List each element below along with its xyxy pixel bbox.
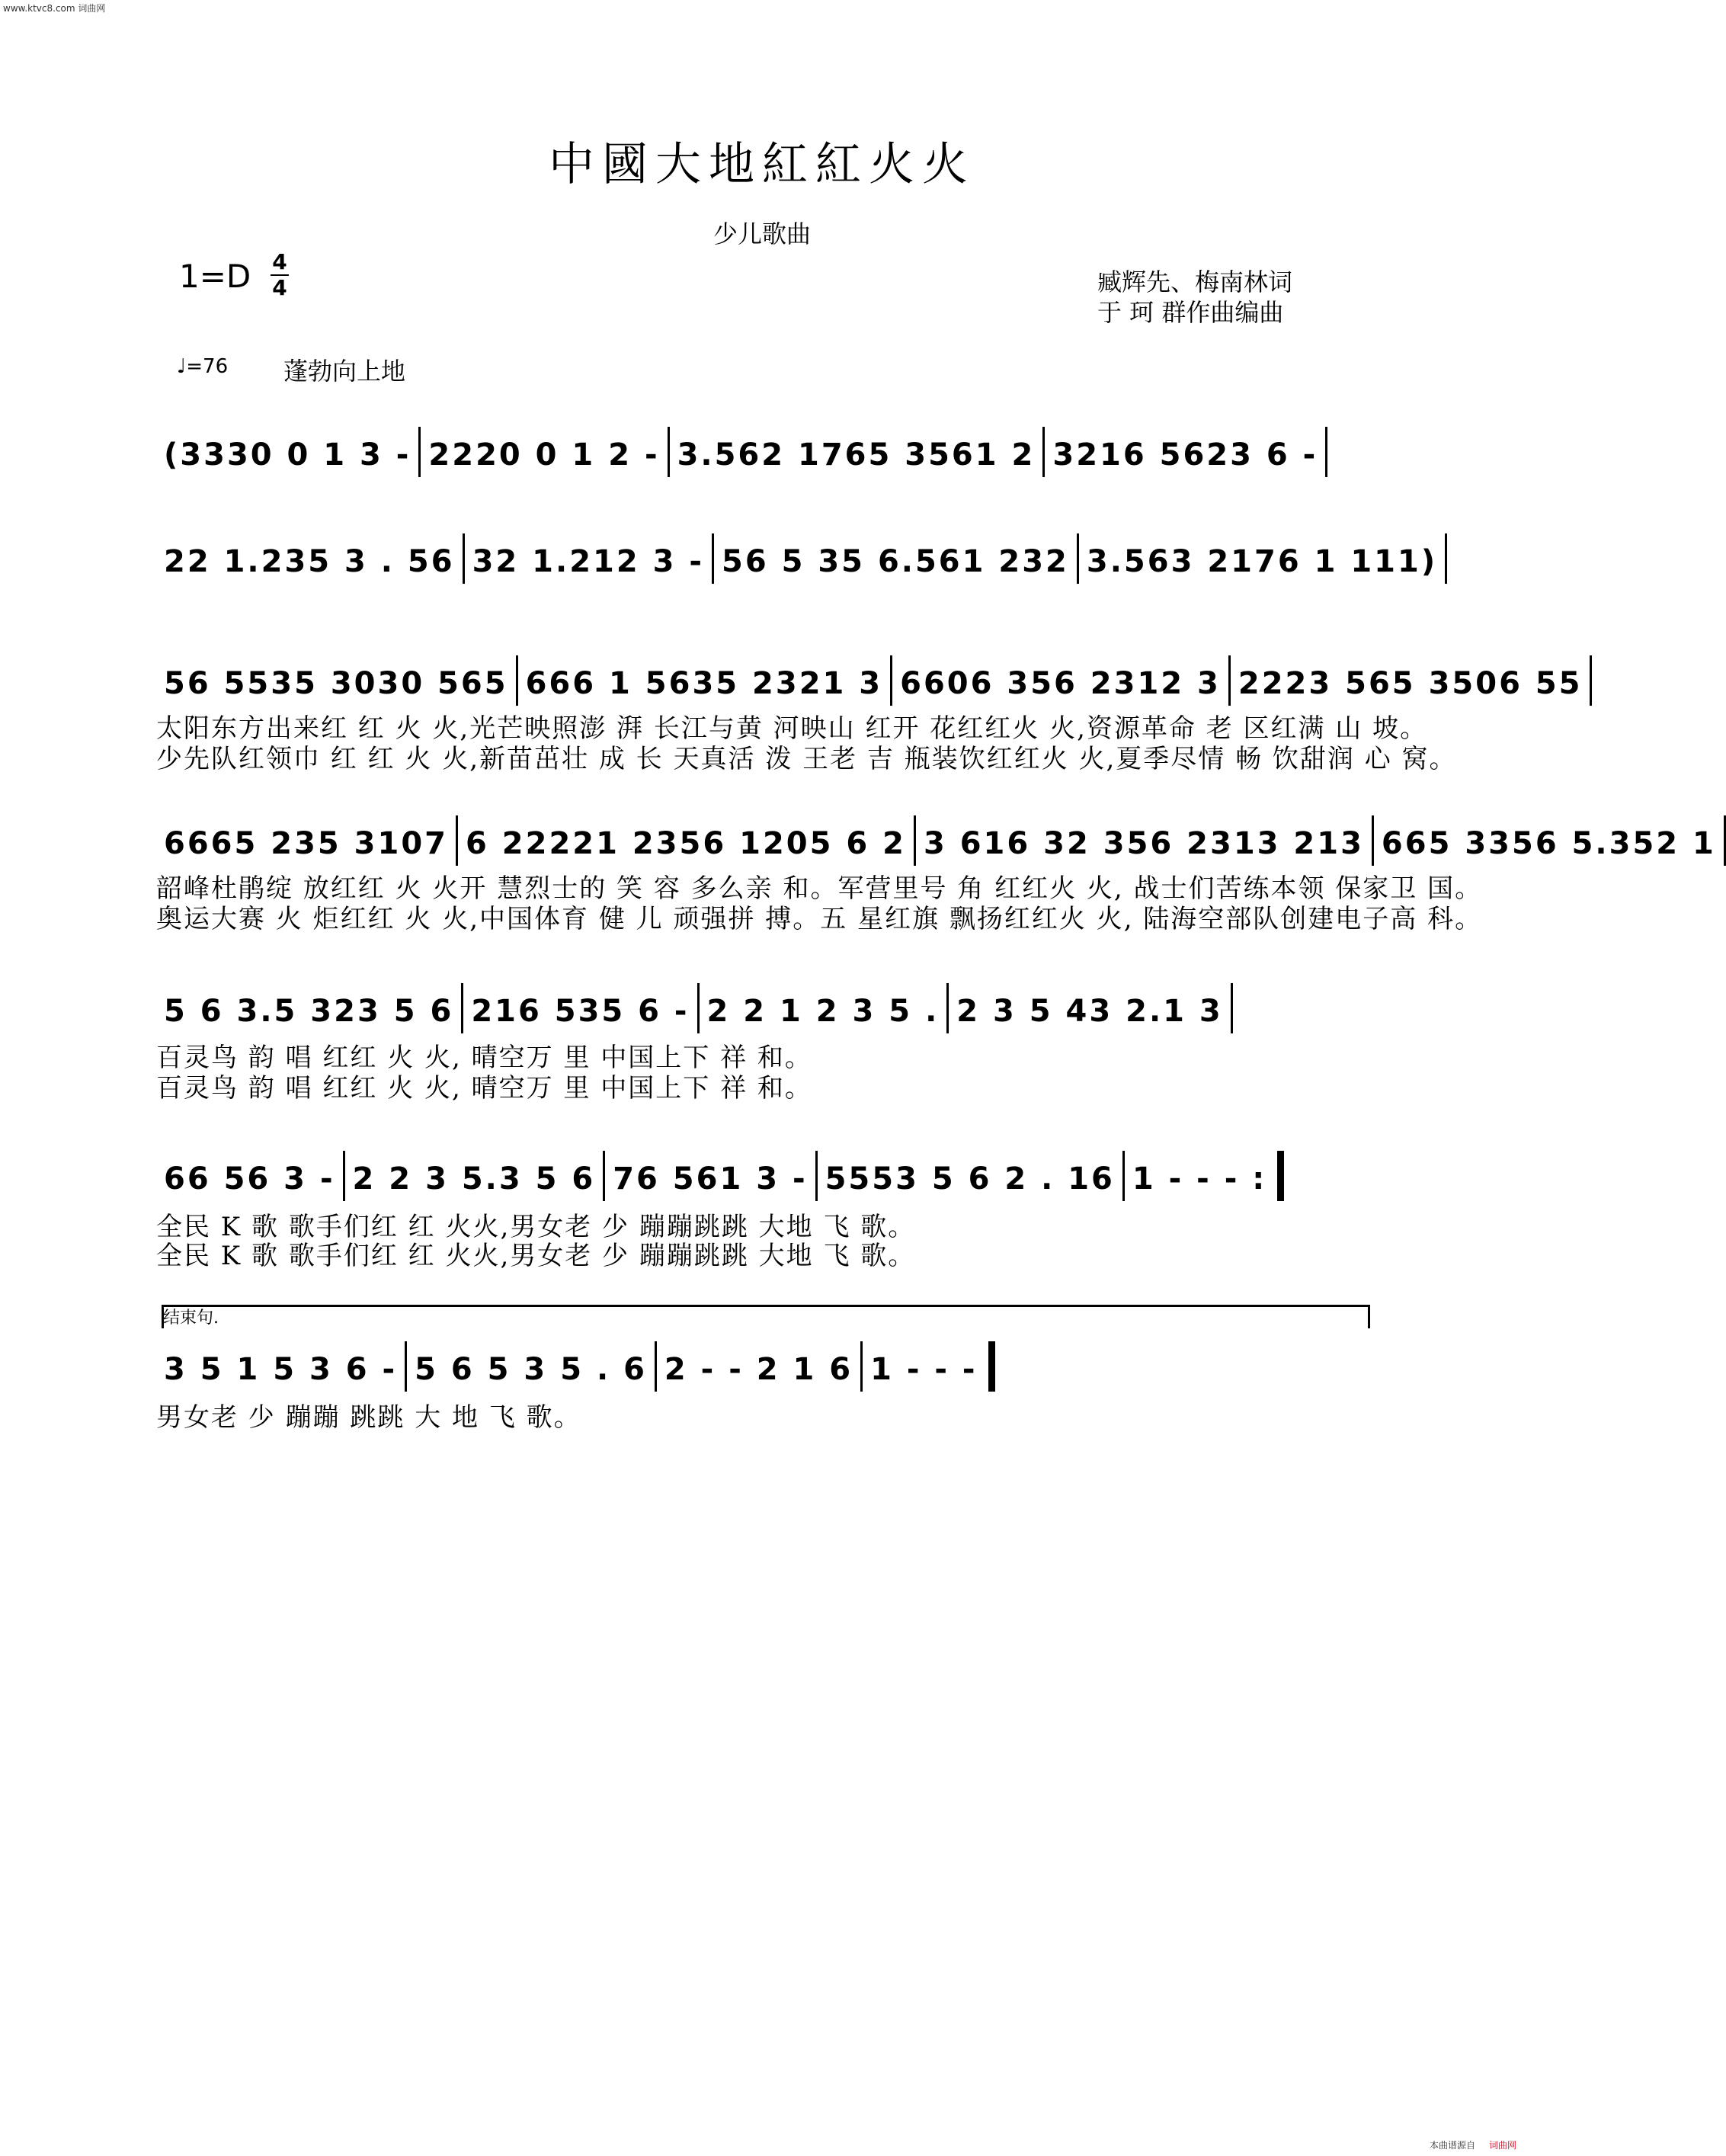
measure: 32 1.212 3 - — [472, 544, 704, 579]
measure: 665 3356 5.352 1 — [1381, 826, 1716, 861]
credit-lyricist: 臧辉先、梅南林词 — [1097, 267, 1293, 296]
measure: 2 2 3 5.3 5 6 — [352, 1161, 596, 1197]
ending-bracket — [162, 1305, 1370, 1328]
time-signature-top: 4 — [272, 249, 287, 274]
song-subtitle: 少儿歌曲 — [712, 219, 811, 248]
watermark-bottom — [1430, 2138, 1516, 2151]
lyric-ending: 男女老 少 蹦蹦 跳跳 大 地 飞 歌。 — [156, 1402, 581, 1433]
measure: 2 - - 2 1 6 — [664, 1352, 853, 1387]
time-signature — [271, 251, 289, 299]
tempo-marking: ♩=76 — [177, 355, 229, 378]
measure: 5 6 3.5 323 5 6 — [164, 994, 454, 1029]
measure: 2 2 1 2 3 5 . — [706, 994, 940, 1029]
barline — [1445, 533, 1447, 584]
measure: 2223 565 3506 55 — [1238, 666, 1583, 701]
notes-row-2 — [156, 533, 1447, 579]
measure: 3 5 1 5 3 6 - — [164, 1352, 398, 1387]
watermark-bottom-left: 本曲谱源自 — [1429, 2140, 1475, 2151]
final-barline — [988, 1341, 995, 1392]
repeat-barline — [1277, 1151, 1284, 1201]
measure: 6606 356 2312 3 — [900, 666, 1221, 701]
notes-row-6 — [156, 1151, 1284, 1197]
measure: 1 - - - — [870, 1352, 978, 1387]
lyric-verse-1: 百灵鸟 韵 唱 红红 火 火, 晴空万 里 中国上下 祥 和。 — [156, 1043, 812, 1073]
lyric-verse-2: 奥运大赛 火 炬红红 火 火,中国体育 健 儿 顽强拼 搏。五 星红旗 飘扬红红火 火, 陆海空部队创建电子高 科。 — [156, 904, 1483, 934]
measure: 56 5 35 6.561 232 — [722, 544, 1069, 579]
measure: 22 1.235 3 . 56 — [164, 544, 455, 579]
measure: 216 535 6 - — [471, 994, 690, 1029]
measure: 2220 0 1 2 - — [428, 437, 660, 473]
notes-row-5 — [156, 983, 1233, 1029]
measure: 3216 5623 6 - — [1052, 437, 1318, 473]
barline — [1590, 655, 1592, 706]
ending-label: 结束句. — [163, 1309, 219, 1328]
measure: 666 1 5635 2321 3 — [525, 666, 883, 701]
expression-marking: 蓬勃向上地 — [283, 357, 406, 386]
measure: 3 616 32 356 2313 213 — [923, 826, 1364, 861]
measure: (3330 0 1 3 - — [164, 437, 411, 473]
barline — [1325, 427, 1327, 477]
watermark-bottom-right: 词曲网 — [1488, 2140, 1516, 2151]
barline — [1231, 983, 1233, 1033]
measure: 6 22221 2356 1205 6 2 — [466, 826, 906, 861]
measure: 1 - - - : — [1132, 1161, 1267, 1197]
measure: 5 6 5 3 5 . 6 — [415, 1352, 647, 1387]
lyric-verse-2: 全民 K 歌 歌手们红 红 火火,男女老 少 蹦蹦跳跳 大地 飞 歌。 — [156, 1241, 916, 1271]
lyric-verse-1: 韶峰杜鹃绽 放红红 火 火开 慧烈士的 笑 容 多么亲 和。军营里号 角 红红火 火, 战士们苦练本领 保家卫 国。 — [156, 873, 1483, 904]
barline — [1724, 815, 1726, 866]
lyric-verse-1: 全民 K 歌 歌手们红 红 火火,男女老 少 蹦蹦跳跳 大地 飞 歌。 — [156, 1212, 916, 1242]
measure: 76 561 3 - — [613, 1161, 808, 1197]
notes-row-7 — [156, 1341, 995, 1387]
lyric-verse-2: 少先队红领巾 红 红 火 火,新苗茁壮 成 长 天真活 泼 王老 吉 瓶装饮红红火 火,夏季尽情 畅 饮甜润 心 窝。 — [156, 744, 1457, 774]
notes-row-1 — [156, 427, 1327, 473]
lyric-verse-2: 百灵鸟 韵 唱 红红 火 火, 晴空万 里 中国上下 祥 和。 — [156, 1073, 812, 1104]
watermark-top: www.ktvc8.com 词曲网 — [3, 3, 106, 14]
measure: 5553 5 6 2 . 16 — [825, 1161, 1115, 1197]
measure: 56 5535 3030 565 — [164, 666, 508, 701]
time-signature-bottom: 4 — [272, 275, 287, 300]
notes-row-3 — [156, 655, 1592, 701]
measure: 66 56 3 - — [164, 1161, 335, 1197]
measure: 2 3 5 43 2.1 3 — [956, 994, 1223, 1029]
key-signature: 1=D — [179, 258, 251, 295]
song-title: 中國大地紅紅火火 — [549, 138, 975, 191]
notes-row-4 — [156, 815, 1726, 861]
measure: 3.562 1765 3561 2 — [677, 437, 1036, 473]
measure: 3.563 2176 1 111) — [1086, 544, 1438, 579]
lyric-verse-1: 太阳东方出来红 红 火 火,光芒映照澎 湃 长江与黄 河映山 红开 花红红火 火,资源革命 老 区红满 山 坡。 — [156, 713, 1428, 744]
credit-composer: 于 珂 群作曲编曲 — [1097, 298, 1284, 327]
measure: 6665 235 3107 — [164, 826, 449, 861]
